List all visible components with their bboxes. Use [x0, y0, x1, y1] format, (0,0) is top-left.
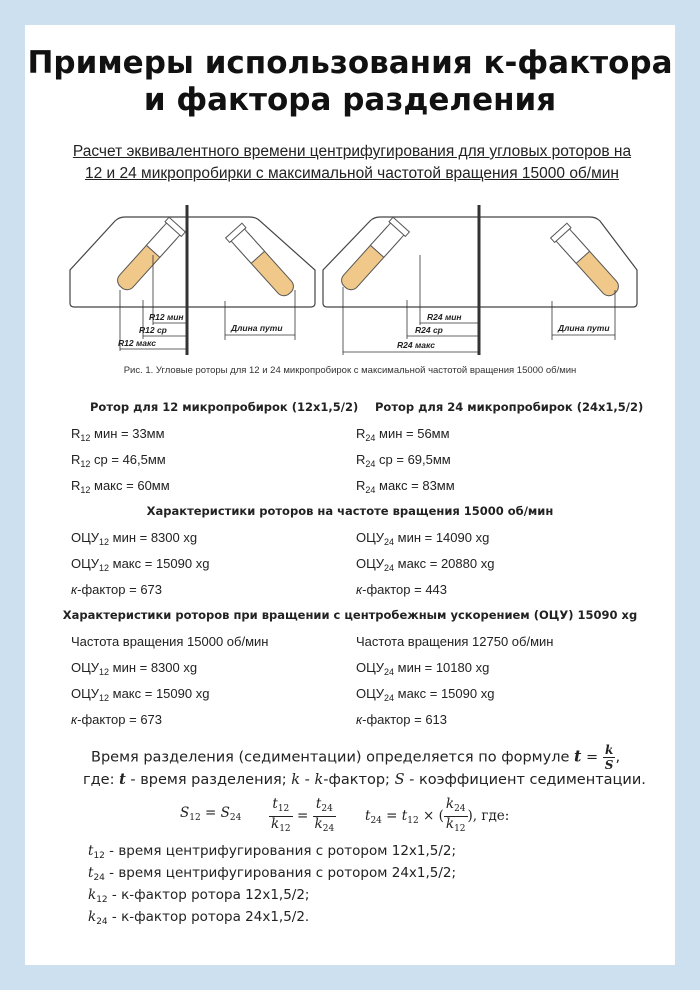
rotor-12-rsr: $R_{12}$ ср = 46,5мм	[71, 452, 166, 469]
section-3-header: Характеристики роторов при вращении с центробежным ускорением (ОЦУ) 15090 xg	[62, 608, 638, 622]
tube-12-right	[226, 223, 299, 300]
rotor-12-rmin-label: R12 мин	[149, 312, 184, 322]
s3-left-ocu-max: $ОЦУ_{12}$ макс = 15090 xg	[71, 686, 210, 703]
document-page	[25, 25, 675, 965]
section-2-header: Характеристики роторов на частоте вращения 15000 об/мин	[146, 504, 554, 518]
rotor-diagram	[25, 25, 675, 365]
s3-left-freq: Частота вращения 15000 об/мин	[71, 634, 269, 649]
tube-24-right	[551, 223, 624, 300]
rotor-24-header: Ротор для 24 микропробирок (24х1,5/2)	[375, 400, 644, 414]
rotor-24-rmin: $R_{24}$ мин = 56мм	[356, 426, 450, 443]
rotor-24-rsr: $R_{24}$ ср = 69,5мм	[356, 452, 451, 469]
s3-right-ocu-min: $ОЦУ_{24}$ мин = 10180 xg	[356, 660, 490, 677]
s2-left-ocu-min: $ОЦУ_{12}$ мин = 8300 xg	[71, 530, 198, 547]
rotor-24-rmax-label: R24 макс	[397, 340, 436, 350]
formula-line-1: Время разделения (седиментации) определяется по формуле t = $\frac{k}{S}$ ,	[91, 743, 621, 772]
rotor-12-header: Ротор для 12 микропробирок (12х1,5/2)	[90, 400, 359, 414]
rotor-24-rmin-label: R24 мин	[427, 312, 462, 322]
equation-s: $S_{12} = S_{24}$	[180, 805, 242, 823]
s3-left-ocu-min: $ОЦУ_{12}$ мин = 8300 xg	[71, 660, 198, 677]
rotor-24-path-label: Длина пути	[558, 323, 610, 333]
rotor-12-rmax-label: R12 макс	[118, 338, 157, 348]
s2-right-ocu-min: $ОЦУ_{24}$ мин = 14090 xg	[356, 530, 490, 547]
tube-12-left	[113, 217, 186, 294]
definition-k12: $k_{12}$ - к-фактор ротора 12х1,5/2;	[88, 887, 310, 905]
rotor-24-rsr-label: R24 ср	[415, 325, 443, 335]
s3-left-k-factor: к-фактор = 673	[71, 712, 163, 727]
s3-right-k-factor: к-фактор = 613	[356, 712, 448, 727]
equation-t24: $t_{24} = t_{12}$ × ( $\frac{k_{24}}{k_{12}}$ ), где:	[365, 796, 510, 834]
s3-right-ocu-max: $ОЦУ_{24}$ макс = 15090 xg	[356, 686, 495, 703]
formula-line-2: где: t - время разделения; k - k-фактор; S - коэффициент седиментации.	[83, 771, 646, 788]
rotor-12-body	[88, 205, 325, 231]
s2-right-ocu-max: $ОЦУ_{24}$ макс = 20880 xg	[356, 556, 495, 573]
subtitle-line-1: Расчет эквивалентного времени центрифугирования для угловых роторов на	[72, 143, 632, 160]
equation-ratio: $\frac{t_{12}}{k_{12}}$ = $\frac{t_{24}}{k_{24}}$	[271, 796, 335, 834]
rotor-12-rsr-label: R12 ср	[139, 325, 167, 335]
rotor-24-rmax: $R_{24}$ макс = 83мм	[356, 478, 455, 495]
title-line-2: и фактора разделения	[143, 82, 557, 118]
figure-caption: Рис. 1. Угловые роторы для 12 и 24 микропробирок с максимальной частотой вращения 15000 об/мин	[123, 365, 577, 376]
s2-right-k-factor: к-фактор = 443	[356, 582, 448, 597]
rotor-12-rmax: $R_{12}$ макс = 60мм	[71, 478, 170, 495]
subtitle-line-2: 12 и 24 микропробирки с максимальной частотой вращения 15000 об/мин	[84, 165, 619, 182]
tube-24-left	[337, 217, 410, 294]
definition-t12: $t_{12}$ - время центрифугирования с ротором 12х1,5/2;	[88, 843, 457, 861]
s2-left-ocu-max: $ОЦУ_{12}$ макс = 15090 xg	[71, 556, 210, 573]
rotor-12-rmin: $R_{12}$ мин = 33мм	[71, 426, 165, 443]
s2-left-k-factor: к-фактор = 673	[71, 582, 163, 597]
title-line-1: Примеры использования к-фактора	[27, 45, 673, 81]
s3-right-freq: Частота вращения 12750 об/мин	[356, 634, 554, 649]
definition-k24: $k_{24}$ - к-фактор ротора 24х1,5/2.	[88, 909, 310, 927]
rotor-12-path-label: Длина пути	[231, 323, 283, 333]
definition-t24: $t_{24}$ - время центрифугирования с ротором 24х1,5/2;	[88, 865, 457, 883]
